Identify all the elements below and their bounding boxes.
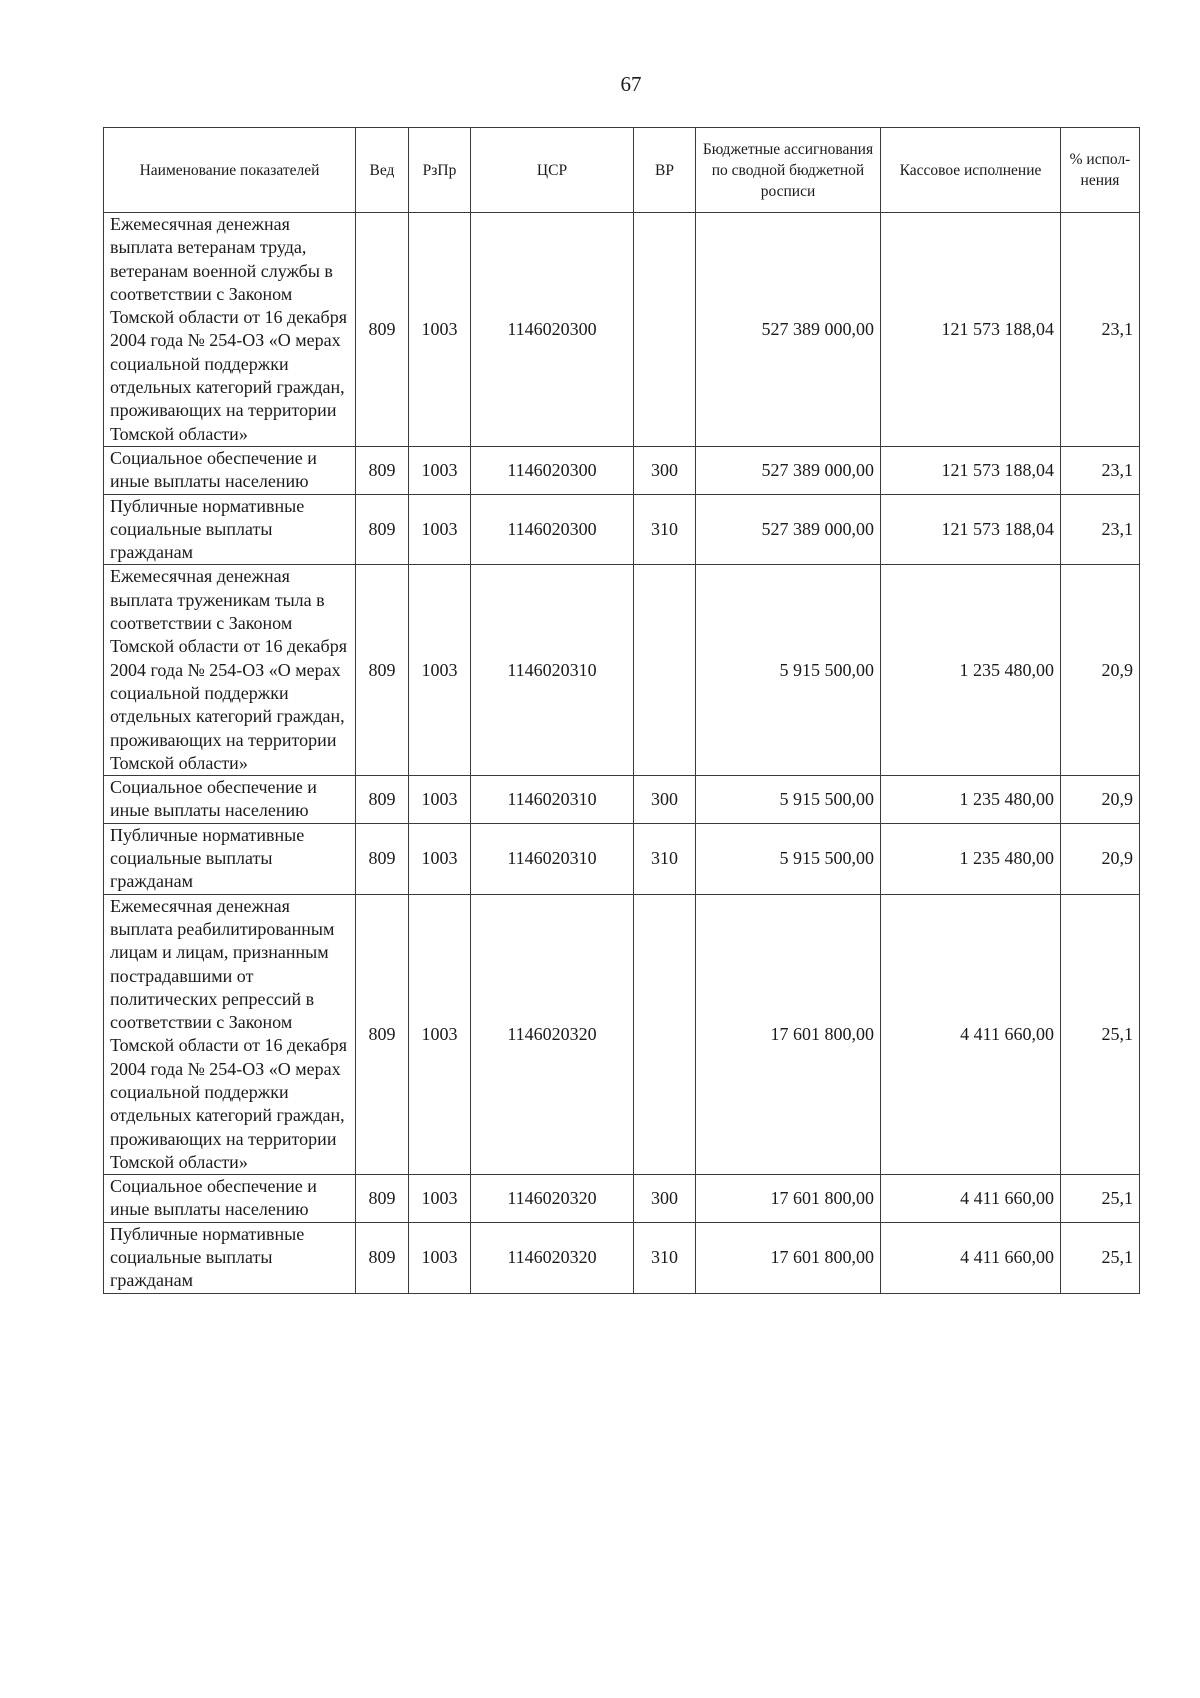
cell-budget: 17 601 800,00: [696, 894, 881, 1175]
cell-name: Ежемесячная денежная выплата ветеранам труда, ветеранам военной службы в соответствии с Законом Томской области от 16 декабря 2004 года № 254-ОЗ «О мерах социальной поддержки отдельных категорий граждан, проживающих на территории Томской области»: [104, 213, 356, 447]
table-header: [104, 128, 1140, 213]
cell-name: Социальное обеспечение и иные выплаты населению: [104, 776, 356, 824]
cell-vr: [634, 894, 696, 1175]
cell-csr: 1146020320: [471, 1175, 634, 1223]
cell-ved: 809: [356, 894, 409, 1175]
cell-budget: 527 389 000,00: [696, 213, 881, 447]
header-rzpr: РзПр: [409, 128, 471, 213]
cell-budget: 5 915 500,00: [696, 776, 881, 824]
cell-name: Ежемесячная денежная выплата труженикам тыла в соответствии с Законом Томской области от 16 декабря 2004 года № 254-ОЗ «О мерах социальной поддержки отдельных категорий граждан, проживающих на территории Томской области»: [104, 565, 356, 776]
header-cash: Кассовое исполнение: [881, 128, 1061, 213]
cell-budget: 5 915 500,00: [696, 565, 881, 776]
cell-csr: 1146020300: [471, 494, 634, 565]
cell-rzpr: 1003: [409, 565, 471, 776]
cell-pct: 23,1: [1061, 446, 1140, 494]
header-vr: ВР: [634, 128, 696, 213]
table-body: [104, 213, 1140, 1294]
cell-vr: [634, 565, 696, 776]
cell-vr: [634, 213, 696, 447]
cell-csr: 1146020300: [471, 213, 634, 447]
cell-ved: 809: [356, 565, 409, 776]
cell-pct: 25,1: [1061, 1175, 1140, 1223]
cell-name: Социальное обеспечение и иные выплаты населению: [104, 446, 356, 494]
cell-budget: 17 601 800,00: [696, 1175, 881, 1223]
header-budget: Бюджетные ассигнования по сводной бюджетной росписи: [696, 128, 881, 213]
header-row: [104, 128, 1140, 213]
table-row: [104, 1175, 1140, 1223]
cell-budget: 527 389 000,00: [696, 494, 881, 565]
cell-vr: 300: [634, 1175, 696, 1223]
cell-ved: 809: [356, 1222, 409, 1293]
cell-csr: 1146020320: [471, 894, 634, 1175]
cell-cash: 1 235 480,00: [881, 565, 1061, 776]
cell-pct: 23,1: [1061, 213, 1140, 447]
table-row: [104, 213, 1140, 447]
cell-name: Публичные нормативные социальные выплаты гражданам: [104, 494, 356, 565]
cell-pct: 20,9: [1061, 565, 1140, 776]
cell-csr: 1146020300: [471, 446, 634, 494]
cell-pct: 25,1: [1061, 894, 1140, 1175]
cell-rzpr: 1003: [409, 1222, 471, 1293]
header-name: Наименование показателей: [104, 128, 356, 213]
cell-rzpr: 1003: [409, 494, 471, 565]
cell-csr: 1146020310: [471, 823, 634, 894]
header-ved: Вед: [356, 128, 409, 213]
cell-name: Публичные нормативные социальные выплаты гражданам: [104, 1222, 356, 1293]
cell-rzpr: 1003: [409, 446, 471, 494]
table-row: [104, 776, 1140, 824]
cell-vr: 310: [634, 1222, 696, 1293]
table-row: [104, 446, 1140, 494]
cell-cash: 121 573 188,04: [881, 494, 1061, 565]
cell-ved: 809: [356, 213, 409, 447]
page-number: 67: [620, 72, 642, 96]
cell-ved: 809: [356, 446, 409, 494]
cell-ved: 809: [356, 776, 409, 824]
cell-rzpr: 1003: [409, 213, 471, 447]
cell-cash: 4 411 660,00: [881, 1222, 1061, 1293]
cell-vr: 310: [634, 823, 696, 894]
table-row: [104, 823, 1140, 894]
cell-rzpr: 1003: [409, 823, 471, 894]
cell-cash: 1 235 480,00: [881, 776, 1061, 824]
cell-cash: 1 235 480,00: [881, 823, 1061, 894]
cell-pct: 25,1: [1061, 1222, 1140, 1293]
cell-ved: 809: [356, 1175, 409, 1223]
cell-csr: 1146020320: [471, 1222, 634, 1293]
cell-name: Ежемесячная денежная выплата реабилитированным лицам и лицам, признанным пострадавшими от политических репрессий в соответствии с Законом Томской области от 16 декабря 2004 года № 254-ОЗ «О мерах социальной поддержки отдельных категорий граждан, проживающих на территории Томской области»: [104, 894, 356, 1175]
cell-vr: 300: [634, 446, 696, 494]
cell-pct: 20,9: [1061, 823, 1140, 894]
table-row: [104, 1222, 1140, 1293]
cell-rzpr: 1003: [409, 1175, 471, 1223]
cell-vr: 310: [634, 494, 696, 565]
cell-budget: 527 389 000,00: [696, 446, 881, 494]
cell-pct: 23,1: [1061, 494, 1140, 565]
budget-execution-table: [103, 127, 1140, 1294]
header-csr: ЦСР: [471, 128, 634, 213]
table-row: [104, 494, 1140, 565]
cell-cash: 121 573 188,04: [881, 446, 1061, 494]
cell-name: Социальное обеспечение и иные выплаты населению: [104, 1175, 356, 1223]
table-row: [104, 894, 1140, 1175]
cell-pct: 20,9: [1061, 776, 1140, 824]
cell-rzpr: 1003: [409, 894, 471, 1175]
cell-name: Публичные нормативные социальные выплаты гражданам: [104, 823, 356, 894]
header-pct: % испол-нения: [1061, 128, 1140, 213]
cell-ved: 809: [356, 494, 409, 565]
cell-cash: 4 411 660,00: [881, 1175, 1061, 1223]
cell-csr: 1146020310: [471, 565, 634, 776]
table-row: [104, 565, 1140, 776]
cell-ved: 809: [356, 823, 409, 894]
cell-budget: 5 915 500,00: [696, 823, 881, 894]
cell-rzpr: 1003: [409, 776, 471, 824]
cell-vr: 300: [634, 776, 696, 824]
cell-budget: 17 601 800,00: [696, 1222, 881, 1293]
cell-cash: 4 411 660,00: [881, 894, 1061, 1175]
cell-csr: 1146020310: [471, 776, 634, 824]
cell-cash: 121 573 188,04: [881, 213, 1061, 447]
